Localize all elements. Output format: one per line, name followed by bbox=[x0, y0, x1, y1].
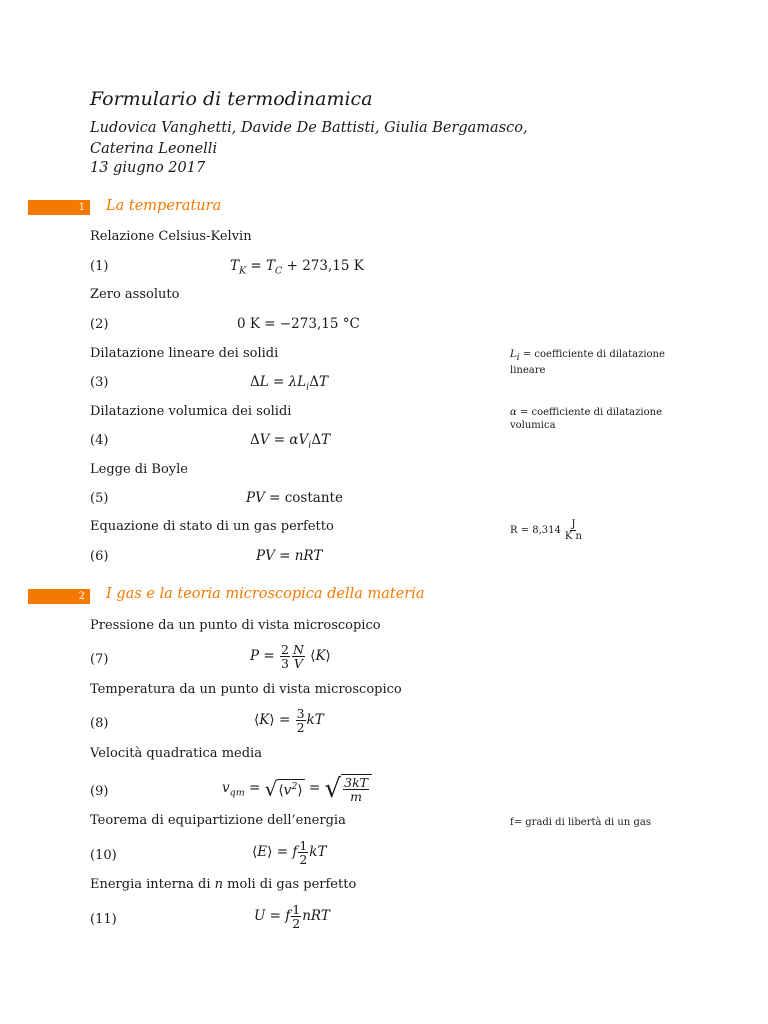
eq-3: $\Delta L = \lambda L_i\Delta T$ bbox=[250, 374, 328, 393]
document-title: Formulario di termodinamica bbox=[90, 88, 373, 110]
eq-10: ⟨E⟩ = f $\frac{1}{2}$ kT bbox=[252, 838, 327, 867]
note-3-text: = coefficiente di dilatazione lineare bbox=[510, 349, 665, 376]
eq-1-number: (1) bbox=[90, 259, 109, 274]
item-6-label: Equazione di stato di un gas perfetto bbox=[90, 519, 334, 534]
eq-1-rhs: + 273,15 K bbox=[286, 258, 364, 274]
eq-9-number: (9) bbox=[90, 784, 109, 799]
eq-10-number: (10) bbox=[90, 848, 117, 863]
note-4: α = coefficiente di dilatazione volumica bbox=[510, 407, 662, 431]
item-9-label: Velocità quadratica media bbox=[90, 746, 262, 761]
note-6-text: R = 8,314 bbox=[510, 525, 561, 536]
item-5-label: Legge di Boyle bbox=[90, 462, 188, 477]
section-1-number: 1 bbox=[28, 200, 90, 215]
item-11-label-prefix: Energia interna di bbox=[90, 877, 215, 892]
eq-8: ⟨K⟩ = $\frac{3}{2}$ kT bbox=[254, 706, 324, 735]
eq-7-number: (7) bbox=[90, 652, 109, 667]
eq-11: U = f $\frac{1}{2}$ nRT bbox=[254, 902, 330, 931]
note-3: $L_i$ = coefficiente di dilatazione lineare bbox=[510, 349, 665, 376]
eq-5-number: (5) bbox=[90, 491, 109, 506]
eq-5-rhs: costante bbox=[284, 490, 343, 506]
item-4-label: Dilatazione volumica dei solidi bbox=[90, 404, 292, 419]
section-2-number: 2 bbox=[28, 589, 90, 604]
eq-6-number: (6) bbox=[90, 549, 109, 564]
section-2-title: I gas e la teoria microscopica della materia bbox=[106, 586, 425, 602]
eq-2-text: 0 K = −273,15 °C bbox=[237, 316, 360, 332]
item-3-label: Dilatazione lineare dei solidi bbox=[90, 346, 279, 361]
item-11-label-suffix: moli di gas perfetto bbox=[223, 877, 357, 892]
authors-line-2: Caterina Leonelli bbox=[90, 141, 218, 157]
eq-7: P = $\frac{2}{3}$ $\frac{N}{V}$ ⟨K⟩ bbox=[250, 642, 331, 671]
eq-9: $v_{qm}$ = √ $⟨v^2⟩$ = √ $\frac{3kT}{m}$ bbox=[222, 774, 372, 803]
eq-5: PV = costante bbox=[246, 490, 343, 506]
item-10-label: Teorema di equipartizione dell’energia bbox=[90, 813, 346, 828]
section-1-title: La temperatura bbox=[106, 198, 222, 214]
item-2-label: Zero assoluto bbox=[90, 287, 180, 302]
item-1-label: Relazione Celsius-Kelvin bbox=[90, 229, 252, 244]
note-4-text: = coefficiente di dilatazione volumica bbox=[510, 407, 662, 431]
eq-8-number: (8) bbox=[90, 716, 109, 731]
item-8-label: Temperatura da un punto di vista microscopico bbox=[90, 682, 402, 697]
eq-4: $\Delta V = \alpha V_i\Delta T$ bbox=[250, 432, 331, 451]
authors bbox=[90, 118, 550, 160]
note-10: f= gradi di libertà di un gas bbox=[510, 817, 651, 828]
eq-2 bbox=[237, 316, 360, 332]
eq-4-number: (4) bbox=[90, 433, 109, 448]
eq-2-number: (2) bbox=[90, 317, 109, 332]
document-date: 13 giugno 2017 bbox=[90, 160, 206, 176]
note-6 bbox=[510, 519, 700, 542]
eq-6: PV = nRT bbox=[256, 548, 323, 564]
eq-1: $T_K = T_C + 273,15$ K bbox=[230, 258, 364, 277]
eq-3-number: (3) bbox=[90, 375, 109, 390]
authors-line-1: Ludovica Vanghetti, Davide De Battisti, Giulia Bergamasco, bbox=[90, 120, 528, 136]
eq-11-number: (11) bbox=[90, 912, 117, 927]
item-7-label: Pressione da un punto di vista microscopico bbox=[90, 618, 381, 633]
item-11-label bbox=[90, 877, 356, 892]
item-11-label-var: n bbox=[214, 877, 224, 892]
note-6-unit: $\frac{J}{\text{K n}}$ bbox=[564, 519, 582, 542]
